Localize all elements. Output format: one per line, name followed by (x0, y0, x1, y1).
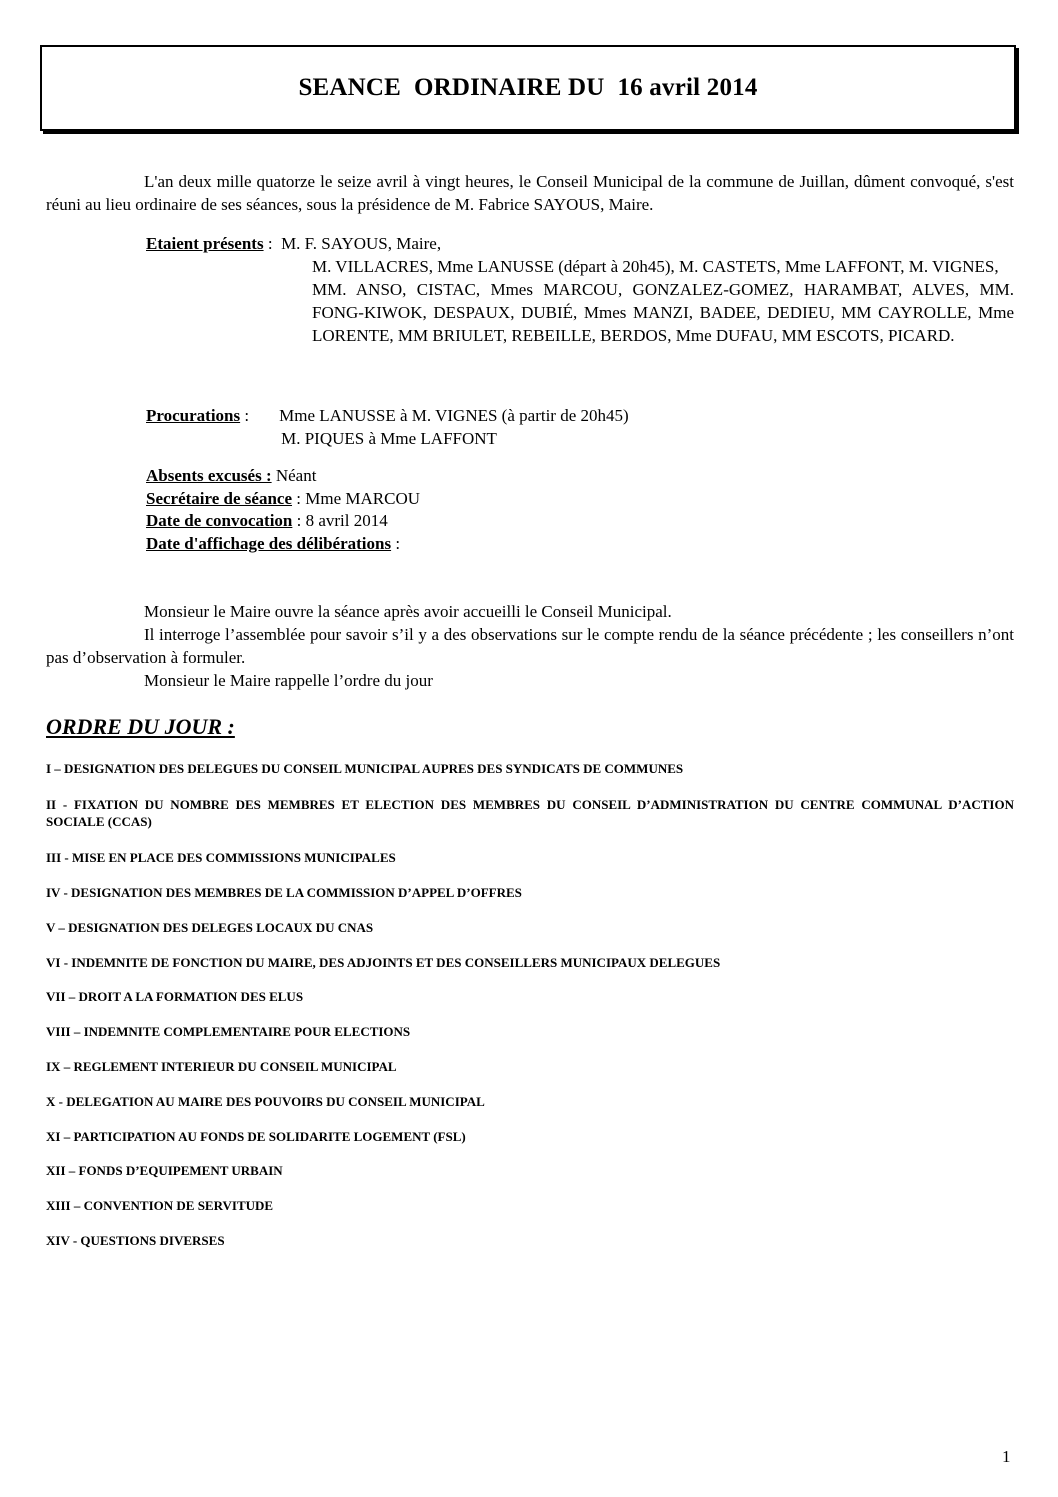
opening-section (46, 600, 1014, 692)
agenda-item: II - FIXATION DU NOMBRE DES MEMBRES ET ELECTION DES MEMBRES DU CONSEIL D’ADMINISTRATION DU CENTRE COMMUNAL D’ACTION SOCIALE (CCAS) (46, 797, 1014, 829)
present-label: Etaient présents (146, 234, 264, 253)
secretaire-value: : Mme MARCOU (292, 488, 420, 508)
procurations-label: Procurations (146, 406, 241, 425)
agenda-title: ORDRE DU JOUR : (46, 714, 235, 739)
procurations-section (146, 404, 1014, 450)
convocation-row (146, 510, 1014, 533)
convocation-value: : 8 avril 2014 (292, 511, 388, 530)
affichage-label: Date d'affichage des délibérations (146, 533, 392, 553)
agenda-item: XI – PARTICIPATION AU FONDS DE SOLIDARITE LOGEMENT (FSL) (46, 1129, 466, 1144)
opening-paragraph: Il interroge l’assemblée pour savoir s’il y a des observations sur le compte rendu de la séance précédente ; les conseillers n’ont pas d’observation à formuler. (46, 625, 1014, 667)
agenda-item: VI - INDEMNITE DE FONCTION DU MAIRE, DES ADJOINTS ET DES CONSEILLERS MUNICIPAUX DELEGUES (46, 955, 721, 970)
agenda-item: I – DESIGNATION DES DELEGUES DU CONSEIL MUNICIPAL AUPRES DES SYNDICATS DE COMMUNES (46, 761, 684, 776)
present-line: MM. ANSO, CISTAC, Mmes MARCOU, GONZALEZ-GOMEZ, HARAMBAT, ALVES, MM. FONG-KIWOK, DESPAUX, DUBIÉ, Mmes MANZI, BADEE, DEDIEU, MM CAYROLLE, Mme LORENTE, MM BRIULET, REBEILLE, BERDOS, Mme DUFAU, MM ESCOTS, PICARD. (312, 280, 1014, 345)
agenda-item: VIII – INDEMNITE COMPLEMENTAIRE POUR ELECTIONS (46, 1024, 411, 1039)
attendance-section (146, 232, 1014, 347)
agenda-item: VII – DROIT A LA FORMATION DES ELUS (46, 989, 304, 1004)
agenda-item: XIII – CONVENTION DE SERVITUDE (46, 1198, 274, 1213)
title-box (40, 45, 1016, 131)
opening-paragraph: Monsieur le Maire ouvre la séance après avoir accueilli le Conseil Municipal. (144, 602, 672, 621)
secretaire-row (146, 488, 1014, 511)
affichage-row (146, 533, 1014, 556)
procuration-item: M. PIQUES à Mme LAFFONT (281, 429, 497, 448)
absents-label: Absents excusés : (146, 466, 272, 485)
absents-value: Néant (271, 466, 317, 485)
page-number: 1 (1002, 1447, 1011, 1466)
agenda-item: III - MISE EN PLACE DES COMMISSIONS MUNICIPALES (46, 850, 396, 865)
agenda-item: XIV - QUESTIONS DIVERSES (46, 1233, 225, 1248)
absents-row (146, 465, 1014, 488)
present-first: M. F. SAYOUS, Maire, (281, 234, 442, 253)
affichage-value: : (391, 533, 401, 553)
procurations-list (279, 404, 629, 450)
agenda-item: V – DESIGNATION DES DELEGES LOCAUX DU CNAS (46, 920, 374, 935)
procurations-row (146, 404, 1014, 450)
attendance-first-row (146, 232, 1014, 255)
agenda-item: IX – REGLEMENT INTERIEUR DU CONSEIL MUNICIPAL (46, 1059, 397, 1074)
present-separator: : (263, 234, 282, 253)
session-details (146, 465, 1014, 555)
intro-paragraph: L'an deux mille quatorze le seize avril à vingt heures, le Conseil Municipal de la commune de Juillan, dûment convoqué, s'est réuni au lieu ordinaire de ses séances, sous la présidence de M. Fabrice SAYOUS, Maire. (46, 172, 1014, 214)
present-list (312, 255, 1014, 347)
procurations-separator: : (240, 406, 250, 425)
page-title: SEANCE ORDINAIRE DU 16 avril 2014 (298, 74, 758, 101)
present-line: M. VILLACRES, Mme LANUSSE (départ à 20h45), M. CASTETS, Mme LAFFONT, M. VIGNES, (312, 257, 999, 276)
agenda-item: XII – FONDS D’EQUIPEMENT URBAIN (46, 1163, 283, 1178)
procuration-item: Mme LANUSSE à M. VIGNES (à partir de 20h45) (279, 406, 629, 425)
opening-paragraph: Monsieur le Maire rappelle l’ordre du jour (144, 671, 433, 690)
secretaire-label: Secrétaire de séance (146, 488, 293, 508)
agenda-item: X - DELEGATION AU MAIRE DES POUVOIRS DU CONSEIL MUNICIPAL (46, 1094, 485, 1109)
convocation-label: Date de convocation (146, 511, 293, 530)
agenda-item: IV - DESIGNATION DES MEMBRES DE LA COMMISSION D’APPEL D’OFFRES (46, 885, 522, 900)
